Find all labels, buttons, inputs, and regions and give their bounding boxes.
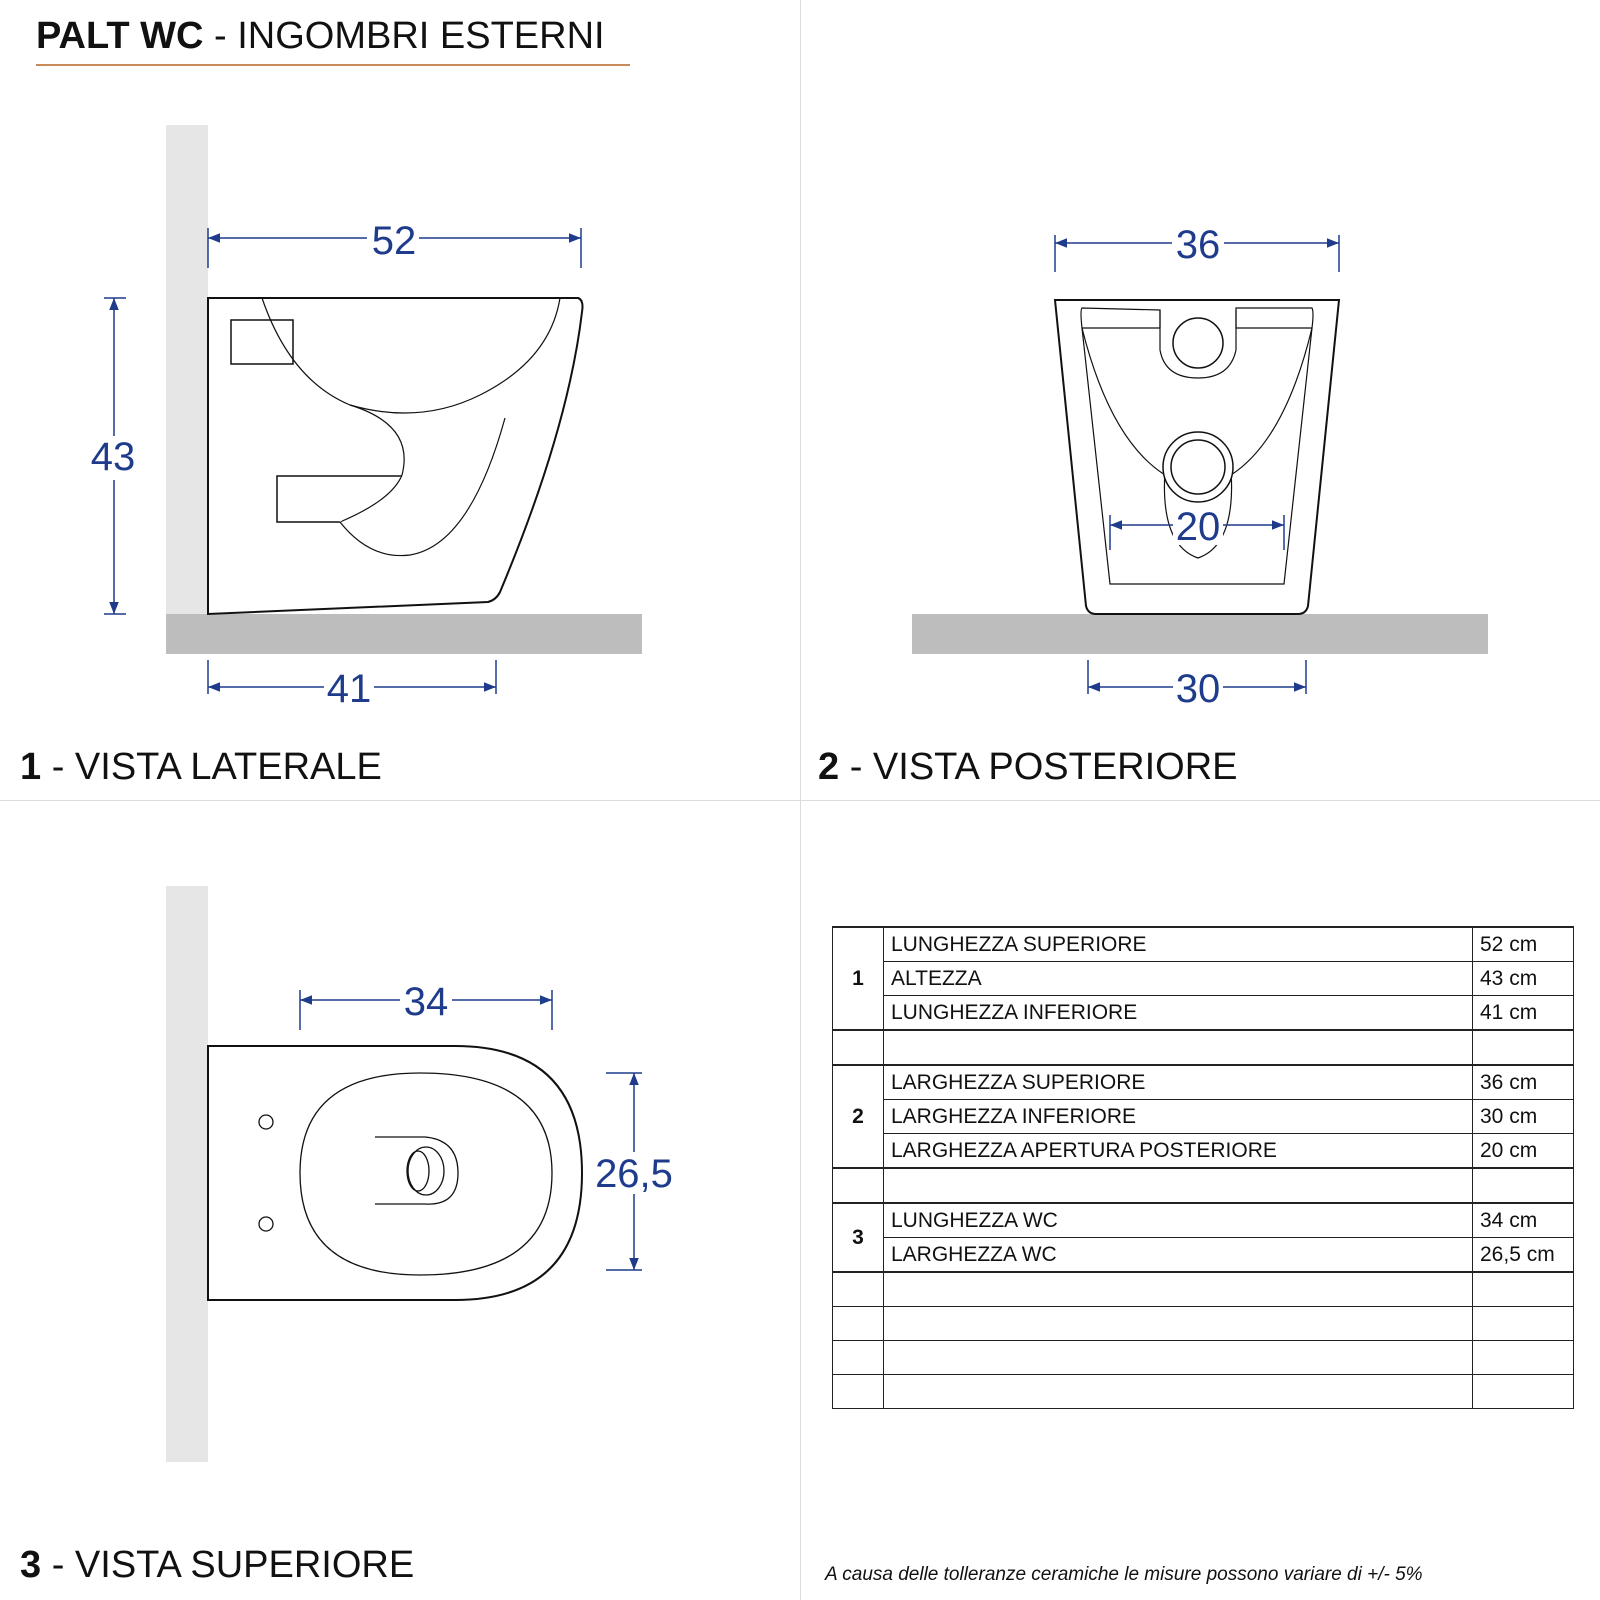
view-label-side: 1 - VISTA LATERALE [20, 746, 382, 788]
table-row [833, 1100, 1574, 1134]
view-label-top: 3 - VISTA SUPERIORE [20, 1544, 415, 1586]
table-row-empty [833, 1030, 1574, 1065]
row-value: 26,5 cm [1473, 1238, 1574, 1273]
table-row [833, 1238, 1574, 1273]
group-number: 3 [833, 1203, 884, 1272]
side-floor [166, 614, 642, 654]
rear-lower-hole [1171, 440, 1225, 494]
row-label: LARGHEZZA SUPERIORE [884, 1065, 1473, 1100]
rear-floor [912, 614, 1488, 654]
dim-top-length: 34 [403, 980, 449, 1024]
row-value: 43 cm [1473, 962, 1574, 996]
group-number: 2 [833, 1065, 884, 1168]
row-value: 41 cm [1473, 996, 1574, 1031]
rear-upper-hole [1173, 318, 1223, 368]
row-value: 30 cm [1473, 1100, 1574, 1134]
side-wall [166, 125, 208, 615]
side-inlet [231, 320, 293, 364]
row-label: LUNGHEZZA WC [884, 1203, 1473, 1238]
seat-hole-lower [259, 1217, 273, 1231]
rear-view-drawing [912, 222, 1488, 711]
top-view-drawing [166, 886, 674, 1462]
top-wall [166, 886, 208, 1462]
tolerance-footnote: A causa delle tolleranze ceramiche le misure possono variare di +/- 5% [825, 1564, 1423, 1585]
table-row-empty [833, 1341, 1574, 1375]
row-label: LARGHEZZA APERTURA POSTERIORE [884, 1134, 1473, 1169]
dim-rear-top: 36 [1175, 223, 1221, 267]
row-value: 34 cm [1473, 1203, 1574, 1238]
dimensions-table [832, 926, 1574, 1409]
table-row [833, 962, 1574, 996]
dim-rear-opening: 20 [1175, 505, 1221, 549]
table-row-empty [833, 1375, 1574, 1409]
seat-hole-upper [259, 1115, 273, 1129]
dim-rear-bottom: 30 [1175, 667, 1221, 711]
table-row-empty [833, 1307, 1574, 1341]
dim-top-width: 26,5 [595, 1152, 673, 1196]
dim-side-height: 43 [90, 435, 136, 479]
row-label: LUNGHEZZA INFERIORE [884, 996, 1473, 1031]
row-value: 52 cm [1473, 927, 1574, 962]
table-row-empty [833, 1272, 1574, 1307]
dim-side-bottom: 41 [326, 667, 372, 711]
group-number: 1 [833, 927, 884, 1030]
title-product: PALT WC [36, 15, 204, 57]
view-label-rear: 2 - VISTA POSTERIORE [818, 746, 1238, 788]
row-label: ALTEZZA [884, 962, 1473, 996]
table-row [833, 1065, 1574, 1100]
row-label: LUNGHEZZA SUPERIORE [884, 927, 1473, 962]
table-row [833, 996, 1574, 1031]
row-value: 36 cm [1473, 1065, 1574, 1100]
row-label: LARGHEZZA WC [884, 1238, 1473, 1273]
top-bowl-outline [208, 1046, 582, 1300]
table-row [833, 1203, 1574, 1238]
table-row [833, 927, 1574, 962]
title-subtitle: - INGOMBRI ESTERNI [203, 15, 605, 57]
dim-side-top: 52 [371, 219, 417, 263]
row-value: 20 cm [1473, 1134, 1574, 1169]
side-view-drawing [88, 125, 642, 711]
row-label: LARGHEZZA INFERIORE [884, 1100, 1473, 1134]
table-row-empty [833, 1168, 1574, 1203]
table-row [833, 1134, 1574, 1169]
